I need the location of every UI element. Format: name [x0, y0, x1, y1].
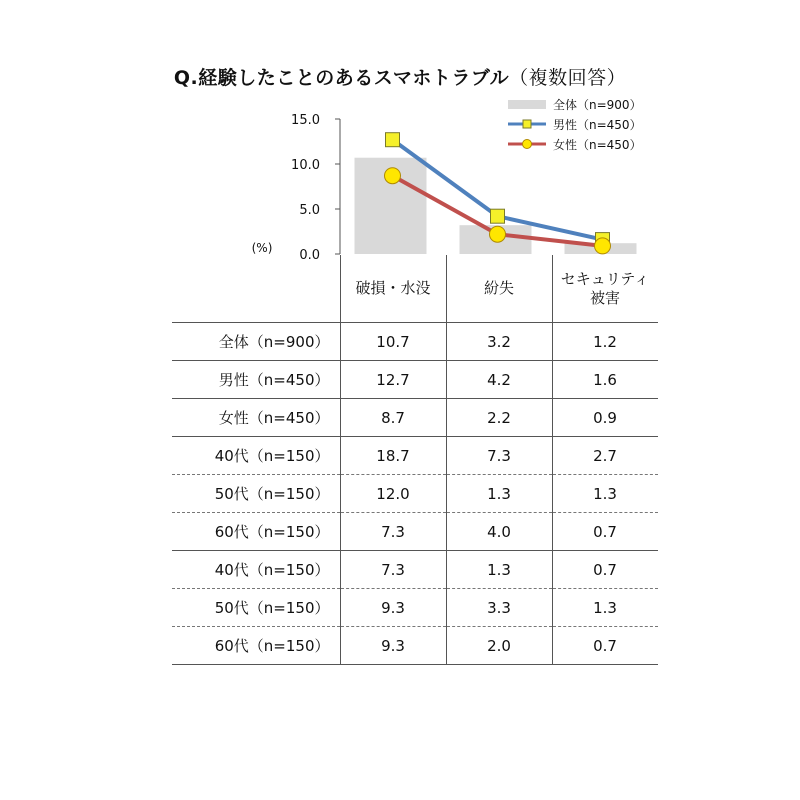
row-label: 全体（n=900） [172, 323, 340, 361]
legend-marker-male [523, 120, 531, 128]
table-cell: 1.3 [552, 589, 658, 627]
row-label: 40代（n=150） [172, 551, 340, 589]
row-label: 男性（n=450） [172, 361, 340, 399]
table-cell: 0.7 [552, 513, 658, 551]
category-label [446, 255, 552, 323]
category-label-text: 破損・水没 [355, 279, 431, 297]
table-cell: 1.6 [552, 361, 658, 399]
row-label: 50代（n=150） [172, 589, 340, 627]
marker-female-1 [490, 226, 506, 242]
table-cell: 7.3 [340, 551, 446, 589]
table-row [172, 551, 658, 589]
table-cell: 0.7 [552, 551, 658, 589]
marker-male-1 [491, 209, 505, 223]
table-cell: 7.3 [340, 513, 446, 551]
y-tick-label: 0.0 [299, 248, 320, 263]
table-row [172, 437, 658, 475]
marker-male-0 [386, 133, 400, 147]
row-label: 50代（n=150） [172, 475, 340, 513]
table-cell: 0.9 [552, 399, 658, 437]
marker-female-2 [595, 238, 611, 254]
table-cell: 3.3 [446, 589, 552, 627]
category-label-text: 紛失 [483, 279, 514, 297]
category-label-text: セキュリティ 被害 [560, 269, 650, 307]
table-cell: 9.3 [340, 627, 446, 665]
table-row [172, 361, 658, 399]
table-cell: 10.7 [340, 323, 446, 361]
table-header-row [172, 255, 658, 323]
table-header-empty [172, 255, 340, 323]
table-cell: 8.7 [340, 399, 446, 437]
marker-female-0 [385, 168, 401, 184]
row-label: 60代（n=150） [172, 627, 340, 665]
table-cell: 12.7 [340, 361, 446, 399]
table-cell: 7.3 [446, 437, 552, 475]
chart-title-suffix: （複数回答） [509, 67, 627, 89]
table-cell: 1.2 [552, 323, 658, 361]
legend-label: 男性（n=450） [553, 118, 642, 132]
y-tick-label: 5.0 [299, 203, 320, 218]
table-cell: 2.2 [446, 399, 552, 437]
table-row [172, 399, 658, 437]
table-cell: 18.7 [340, 437, 446, 475]
row-label: 40代（n=150） [172, 437, 340, 475]
legend-swatch-all [508, 100, 546, 109]
table-row [172, 589, 658, 627]
table-row [172, 475, 658, 513]
table-cell: 2.7 [552, 437, 658, 475]
table-row [172, 513, 658, 551]
category-label [552, 255, 658, 323]
table-cell: 2.0 [446, 627, 552, 665]
table-cell: 1.3 [552, 475, 658, 513]
legend-label: 全体（n=900） [553, 98, 642, 112]
table-cell: 0.7 [552, 627, 658, 665]
table-cell: 1.3 [446, 475, 552, 513]
table-cell: 9.3 [340, 589, 446, 627]
table-cell: 1.3 [446, 551, 552, 589]
row-label: 60代（n=150） [172, 513, 340, 551]
data-table [172, 255, 658, 665]
y-tick-label: 10.0 [291, 158, 320, 173]
table-cell: 3.2 [446, 323, 552, 361]
table-cell: 12.0 [340, 475, 446, 513]
y-tick-label: 15.0 [291, 113, 320, 128]
table-row [172, 323, 658, 361]
table-cell: 4.0 [446, 513, 552, 551]
table-row [172, 627, 658, 665]
table-cell: 4.2 [446, 361, 552, 399]
category-label [340, 255, 446, 323]
legend-marker-female [523, 140, 532, 149]
chart-title-main: Q.経験したことのあるスマホトラブル [173, 67, 510, 89]
y-axis-unit: (%) [251, 241, 273, 255]
legend-label: 女性（n=450） [553, 138, 642, 152]
row-label: 女性（n=450） [172, 399, 340, 437]
